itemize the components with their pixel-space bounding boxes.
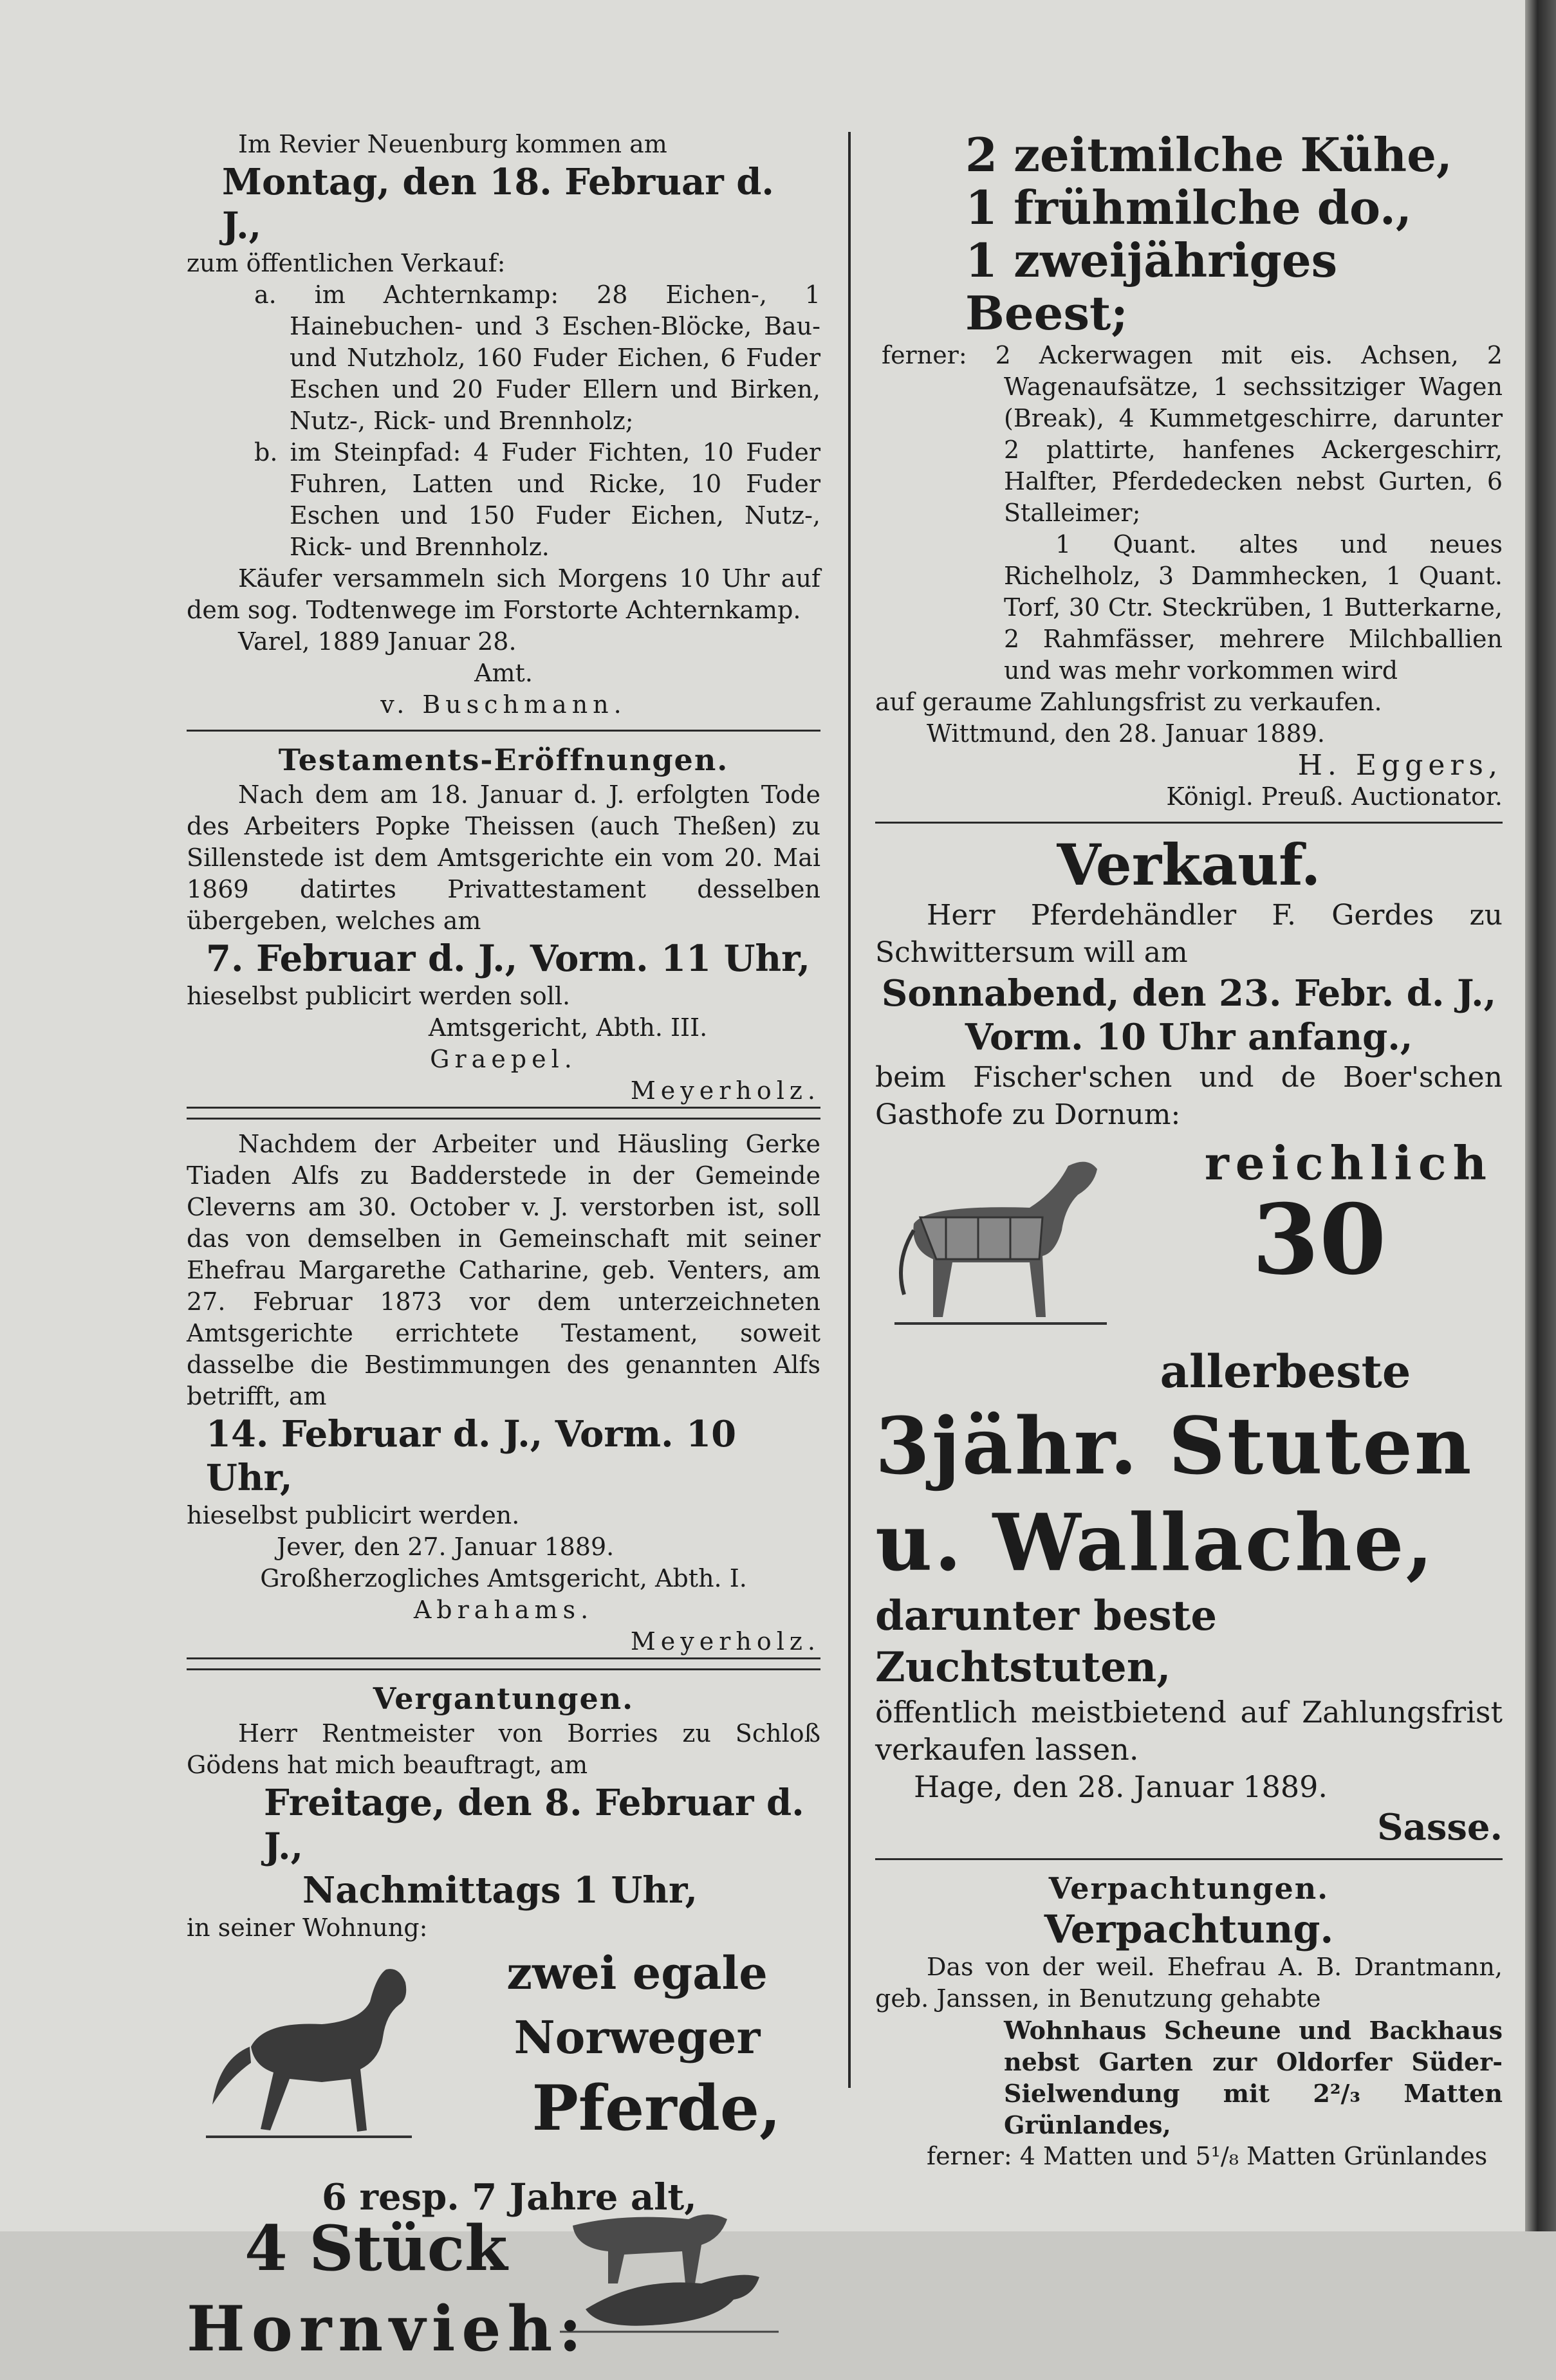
right-column [875, 129, 1503, 2172]
cattle-label: Hornvieh: [187, 2292, 588, 2365]
ad-body: Herr Pferdehändler F. Gerdes zu Schwittersum will am [875, 899, 1503, 969]
ad-body: Nach dem am 18. Januar d. J. erfolgten Tode des Arbeiters Popke Theissen (auch Theßen) zu Sillenstede ist dem Amtsgerichte ein vom 20. Mai 1869 datirtes Privattestament desselben übergeben, welches am [187, 780, 820, 935]
clerk-signature: Meyerholz. [187, 1075, 820, 1109]
signature: H. Eggers, [1297, 749, 1503, 782]
divider-rule [875, 1858, 1503, 1860]
hearing-date: 7. Februar d. J., Vorm. 11 Uhr, [206, 937, 811, 980]
horse-illustration [193, 1950, 425, 2150]
court-label: Amtsgericht, Abth. III. [428, 1013, 708, 1042]
publish-note: hieselbst publicirt werden. [187, 1501, 520, 1529]
sale-terms: öffentlich meistbietend auf Zahlungsfrist verkaufen lassen. [875, 1695, 1503, 1767]
sale-item-b: b. im Steinpfad: 4 Fuder Fichten, 10 Fuder Fuhren, Latten und Ricke, 10 Fuder Eschen und 150 Fuder Eichen, Nutz-, Rick- und Brennholz. [254, 438, 820, 561]
section-heading: Verpachtungen. [1048, 1871, 1329, 1906]
signature: v. Buschmann. [380, 690, 627, 719]
section-heading: Verkauf. [1057, 831, 1321, 898]
display-line-1: zwei egale [506, 1946, 768, 2000]
auction-place: in seiner Wohnung: [187, 1914, 428, 1942]
horse-illustration-row [187, 1944, 820, 2175]
forest-sale-ad [187, 129, 820, 721]
lease-item-1: Wohnhaus Scheune und Backhaus nebst Garten zur Oldorfer Süder-Sielwendung mit 2²/₃ Matten Grünlandes, [1004, 2016, 1503, 2139]
sale-date: Montag, den 18. Februar d. J., [222, 161, 774, 247]
display-line-3: 1 zweijähriges Beest; [965, 233, 1338, 340]
auction-time: Nachmittags 1 Uhr, [302, 1869, 698, 1912]
display-word-5: darunter beste Zuchtstuten, [875, 1592, 1218, 1692]
ad-body: Nachdem der Arbeiter und Häusling Gerke Tiaden Alfs zu Badderstede in der Gemeinde Cleverns am 30. October v. J. verstorben ist, soll das von demselben in Gemeinschaft mit seiner Ehefrau Margarethe Catharine, geb. Venters, am 27. Februar 1873 vor dem unterzeichneten Amtsgerichte errichtete Testament, soweit dasselbe die Bestimmungen des genannten Alfs betrifft, am [187, 1130, 820, 1410]
cattle-count: 4 Stück [245, 2212, 508, 2285]
ad-body: Das von der weil. Ehefrau A. B. Drantmann, geb. Janssen, in Benutzung gehabte [875, 1953, 1503, 2013]
sale-place: beim Fischer'schen und de Boer'schen Gasthofe zu Dornum: [875, 1061, 1503, 1131]
divider-rule [875, 822, 1503, 824]
left-column [187, 129, 820, 2380]
horse-sale-ad [875, 833, 1503, 1849]
ad-body-2: 1 Quant. altes und neues Richelholz, 3 Dammhecken, 1 Quant. Torf, 30 Ctr. Steckrüben, 1 Butterkarne, 2 Rahmfässer, mehrere Milchballien und was mehr vorkommen wird [1004, 530, 1503, 685]
lease-ad [875, 1869, 1503, 2172]
section-subheading: Verpachtung. [1044, 1907, 1334, 1952]
place-date: Jever, den 27. Januar 1889. [277, 1533, 615, 1561]
sale-item-a: a. im Achternkamp: 28 Eichen-, 1 Hainebuchen- und 3 Eschen-Blöcke, Bau- und Nutzholz, 160 Fuder Eichen, 6 Fuder Eschen und 20 Fuder Ellern und Birken, Nutz-, Rick- und Brennholz; [254, 281, 820, 435]
signature: Abrahams. [413, 1596, 594, 1624]
place-date: Hage, den 28. Januar 1889. [914, 1769, 1328, 1804]
page-edge [1525, 0, 1556, 2231]
blanketed-horse-illustration [882, 1147, 1126, 1333]
signature: Sasse. [1377, 1806, 1503, 1849]
section-heading: Testaments-Eröffnungen. [278, 743, 729, 777]
display-line-3: Pferde, [532, 2072, 781, 2145]
testament-ad-2 [187, 1129, 820, 1659]
sale-time: Vorm. 10 Uhr anfang., [965, 1016, 1413, 1058]
auction-ad [187, 1679, 820, 2380]
court-label: Großherzogliches Amtsgericht, Abth. I. [260, 1564, 747, 1592]
display-word-4: u. Wallache, [875, 1496, 1435, 1589]
sale-lead: zum öffentlichen Verkauf: [187, 249, 506, 277]
display-line-1: 2 zeitmilche Kühe, [965, 127, 1452, 182]
lease-item-2: ferner: 4 Matten und 5¹/₈ Matten Grünlandes [927, 2142, 1488, 2170]
horse-age: 6 resp. 7 Jahre alt, [322, 2176, 697, 2219]
cattle-illustration-row [187, 2212, 820, 2380]
section-heading: Vergantungen. [373, 1681, 634, 1716]
display-number: 30 [1252, 1183, 1387, 1296]
ad-intro: Im Revier Neuenburg kommen am [238, 130, 667, 158]
display-word-1: reichlich [1204, 1136, 1493, 1190]
auction-date: Freitage, den 8. Februar d. J., [264, 1782, 804, 1868]
ad-body: ferner: 2 Ackerwagen mit eis. Achsen, 2 Wagenaufsätze, 1 sechssitziger Wagen (Break), 4 Kummetgeschirre, darunter 2 plattirte, hanfenes Ackergeschirr, Halfter, Pferdedecken nebst Gurten, 6 Stalleimer; [882, 341, 1503, 527]
display-word-2: allerbeste [1160, 1345, 1411, 1398]
auctioneer-title: Königl. Preuß. Auctionator. [1166, 782, 1503, 811]
ad-body: Herr Rentmeister von Borries zu Schloß Gödens hat mich beauftragt, am [187, 1719, 820, 1779]
column-divider [848, 132, 851, 2088]
divider-rule [187, 1668, 820, 1670]
meeting-note: Käufer versammeln sich Morgens 10 Uhr auf dem sog. Todtenwege im Forstorte Achternkamp. [187, 564, 820, 624]
publish-note: hieselbst publicirt werden soll. [187, 982, 571, 1010]
hearing-date: 14. Februar d. J., Vorm. 10 Uhr, [206, 1413, 737, 1499]
divider-rule [187, 730, 820, 732]
display-line-2: Norweger [514, 2011, 761, 2064]
divider-rule [187, 1118, 820, 1120]
place-date: Varel, 1889 Januar 28. [238, 627, 517, 656]
display-word-3: 3jähr. Stuten [875, 1399, 1474, 1492]
horse-illustration-row [875, 1134, 1503, 1346]
clerk-signature: Meyerholz. [187, 1626, 820, 1659]
place-date: Wittmund, den 28. Januar 1889. [927, 719, 1325, 748]
display-line-2: 1 frühmilche do., [965, 180, 1412, 235]
office-label: Amt. [474, 659, 533, 687]
sale-terms: auf geraume Zahlungsfrist zu verkaufen. [875, 688, 1382, 716]
sale-date: Sonnabend, den 23. Febr. d. J., [881, 972, 1497, 1015]
livestock-sale-ad [875, 129, 1503, 813]
testament-ad-1 [187, 741, 820, 1109]
signature: Graepel. [430, 1045, 577, 1073]
